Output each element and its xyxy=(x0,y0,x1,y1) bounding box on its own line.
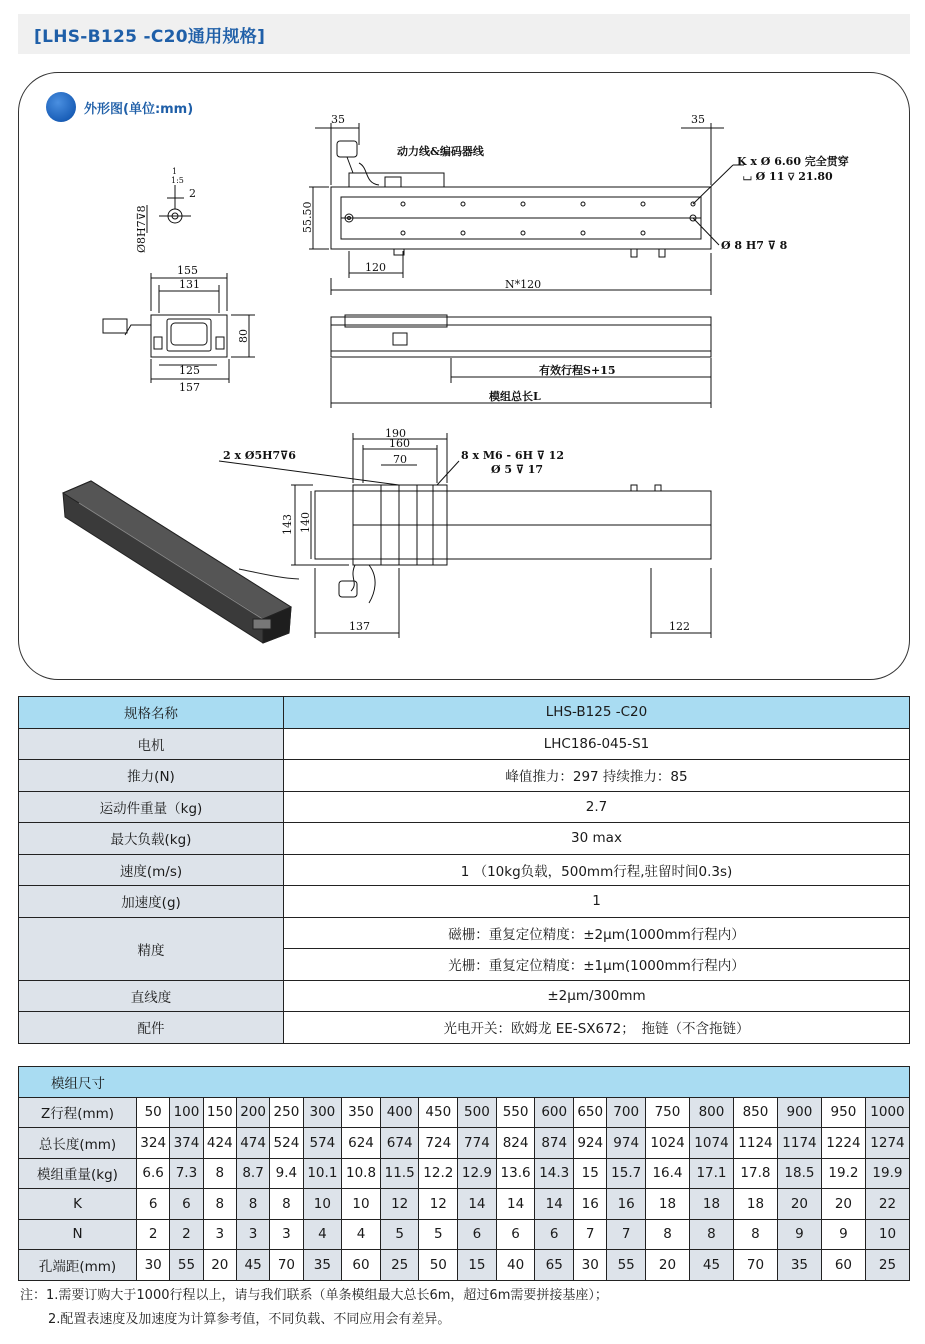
size-cell: 300 xyxy=(303,1097,342,1128)
size-cell: 35 xyxy=(303,1250,342,1281)
size-cell: 18.5 xyxy=(777,1158,821,1189)
size-cell: 45 xyxy=(236,1250,269,1281)
spec-value: 磁栅：重复定位精度：±2μm(1000mm行程内） xyxy=(284,917,910,949)
hole-k-label: K x Ø 6.60 完全贯穿 xyxy=(737,155,849,168)
size-cell: 1024 xyxy=(646,1128,690,1159)
size-cell: 50 xyxy=(137,1097,170,1128)
size-cell: 9.4 xyxy=(270,1158,303,1189)
size-cell: 574 xyxy=(303,1128,342,1159)
size-cell: 3 xyxy=(270,1219,303,1250)
title-bar xyxy=(18,14,910,54)
size-cell: 2 xyxy=(170,1219,203,1250)
spec-row-precision xyxy=(19,917,910,949)
size-cell: 25 xyxy=(380,1250,419,1281)
pin-8-label: Ø 8 H7 ⊽ 8 xyxy=(721,239,788,252)
size-cell: 30 xyxy=(574,1250,607,1281)
size-cell: 724 xyxy=(419,1128,458,1159)
size-cell: 6 xyxy=(458,1219,497,1250)
spec-value: LHC186-045-S1 xyxy=(284,728,910,760)
size-cell: 700 xyxy=(607,1097,646,1128)
dim-157: 157 xyxy=(179,381,200,394)
size-cell: 8 xyxy=(689,1219,733,1250)
size-cell: 20 xyxy=(777,1189,821,1220)
size-cell: 12.2 xyxy=(419,1158,458,1189)
spec-value: 光电开关：欧姆龙 EE-SX672； 拖链（不含拖链） xyxy=(284,1012,910,1044)
size-cell: 874 xyxy=(535,1128,574,1159)
size-cell: 324 xyxy=(137,1128,170,1159)
pin-5-label: 2 x Ø5H7⊽6 xyxy=(223,449,296,462)
size-table-row xyxy=(19,1158,910,1189)
size-cell: 19.2 xyxy=(821,1158,865,1189)
size-cell: 55 xyxy=(170,1250,203,1281)
dim-2: 2 xyxy=(189,187,196,200)
size-cell: 18 xyxy=(733,1189,777,1220)
size-table-row xyxy=(19,1219,910,1250)
dim-35-left: 35 xyxy=(331,113,345,126)
total-length-label: 模组总长L xyxy=(489,390,541,403)
size-cell: 674 xyxy=(380,1128,419,1159)
dim-160: 160 xyxy=(389,437,410,450)
size-cell: 9 xyxy=(821,1219,865,1250)
size-cell: 8 xyxy=(646,1219,690,1250)
dim-122: 122 xyxy=(669,620,690,633)
ratio-label: 1:5 xyxy=(171,176,184,185)
size-cell: 1074 xyxy=(689,1128,733,1159)
size-cell: 15 xyxy=(458,1250,497,1281)
size-cell: 524 xyxy=(270,1128,303,1159)
size-cell: 14 xyxy=(535,1189,574,1220)
size-cell: 50 xyxy=(419,1250,458,1281)
isometric-module xyxy=(63,481,299,643)
size-cell: 100 xyxy=(170,1097,203,1128)
size-cell: 10 xyxy=(865,1219,909,1250)
size-cell: 1274 xyxy=(865,1128,909,1159)
dim-55-50: 55.50 xyxy=(301,201,314,233)
size-cell: 6 xyxy=(535,1219,574,1250)
size-cell: 4 xyxy=(342,1219,381,1250)
size-cell: 65 xyxy=(535,1250,574,1281)
size-cell: 20 xyxy=(821,1189,865,1220)
size-table-header xyxy=(19,1067,910,1098)
size-cell: 400 xyxy=(380,1097,419,1128)
size-cell: 1000 xyxy=(865,1097,909,1128)
size-cell: 200 xyxy=(236,1097,269,1128)
size-cell: 70 xyxy=(733,1250,777,1281)
spec-row-force xyxy=(19,760,910,792)
spec-value: 30 max xyxy=(284,823,910,855)
spec-key: 直线度 xyxy=(19,980,284,1012)
size-cell: 7 xyxy=(574,1219,607,1250)
size-cell: 17.8 xyxy=(733,1158,777,1189)
size-cell: 924 xyxy=(574,1128,607,1159)
spec-value: 1 xyxy=(284,886,910,918)
size-cell: 18 xyxy=(646,1189,690,1220)
size-cell: 824 xyxy=(496,1128,535,1159)
dim-143: 143 xyxy=(281,514,294,535)
stroke-label: 有效行程S+15 xyxy=(539,364,616,377)
size-cell: 1124 xyxy=(733,1128,777,1159)
spec-value: ±2μm/300mm xyxy=(284,980,910,1012)
spec-row-moving-weight xyxy=(19,791,910,823)
dim-80: 80 xyxy=(237,329,250,343)
size-cell: 750 xyxy=(646,1097,690,1128)
spec-value: 1 （10kg负载，500mm行程,驻留时间0.3s) xyxy=(284,854,910,886)
size-cell: 18 xyxy=(689,1189,733,1220)
dimension-labels xyxy=(135,113,849,633)
size-cell: 4 xyxy=(303,1219,342,1250)
size-cell: 7.3 xyxy=(170,1158,203,1189)
spec-key: 速度(m/s) xyxy=(19,854,284,886)
size-cell: 5 xyxy=(380,1219,419,1250)
size-cell: 850 xyxy=(733,1097,777,1128)
ratio-one: 1 xyxy=(172,167,178,176)
size-cell: 17.1 xyxy=(689,1158,733,1189)
spec-row-motor xyxy=(19,728,910,760)
size-cell: 35 xyxy=(777,1250,821,1281)
size-row-label: Z行程(mm) xyxy=(19,1097,137,1128)
size-cell: 16 xyxy=(574,1189,607,1220)
size-cell: 8 xyxy=(236,1189,269,1220)
size-cell: 1174 xyxy=(777,1128,821,1159)
size-cell: 6 xyxy=(170,1189,203,1220)
size-cell: 13.6 xyxy=(496,1158,535,1189)
size-cell: 450 xyxy=(419,1097,458,1128)
size-cell: 8 xyxy=(270,1189,303,1220)
size-cell: 12 xyxy=(380,1189,419,1220)
size-cell: 12 xyxy=(419,1189,458,1220)
size-cell: 6.6 xyxy=(137,1158,170,1189)
counterbore-label: ⌴ Ø 11 ⊽ 21.80 xyxy=(743,170,833,183)
size-cell: 14 xyxy=(458,1189,497,1220)
size-cell: 14 xyxy=(496,1189,535,1220)
dim-190: 190 xyxy=(385,427,406,440)
size-table-row xyxy=(19,1250,910,1281)
dim-70: 70 xyxy=(393,453,407,466)
size-cell: 900 xyxy=(777,1097,821,1128)
spec-table xyxy=(18,696,910,1044)
size-cell: 6 xyxy=(137,1189,170,1220)
size-table-title: 模组尺寸 xyxy=(19,1067,910,1098)
dim-35-right: 35 xyxy=(691,113,705,126)
spec-row-straightness xyxy=(19,980,910,1012)
size-row-label: 模组重量(kg) xyxy=(19,1158,137,1189)
size-cell: 10.1 xyxy=(303,1158,342,1189)
pin-side-label: Ø8H7⊽8 xyxy=(135,205,148,253)
dia-5-label: Ø 5 ⊽ 17 xyxy=(491,463,544,476)
size-row-label: N xyxy=(19,1219,137,1250)
size-cell: 20 xyxy=(646,1250,690,1281)
spec-key: 推力(N) xyxy=(19,760,284,792)
size-cell: 774 xyxy=(458,1128,497,1159)
size-cell: 650 xyxy=(574,1097,607,1128)
dim-155: 155 xyxy=(177,264,198,277)
size-cell: 14.3 xyxy=(535,1158,574,1189)
spec-key: 规格名称 xyxy=(19,697,284,729)
size-cell: 8 xyxy=(203,1158,236,1189)
size-cell: 60 xyxy=(821,1250,865,1281)
spec-row-accessories xyxy=(19,1012,910,1044)
spec-key: 配件 xyxy=(19,1012,284,1044)
size-cell: 10 xyxy=(303,1189,342,1220)
size-cell: 950 xyxy=(821,1097,865,1128)
size-cell: 60 xyxy=(342,1250,381,1281)
size-cell: 5 xyxy=(419,1219,458,1250)
size-cell: 12.9 xyxy=(458,1158,497,1189)
size-cell: 350 xyxy=(342,1097,381,1128)
size-cell: 22 xyxy=(865,1189,909,1220)
spec-value: 峰值推力：297 持续推力：85 xyxy=(284,760,910,792)
section-header xyxy=(46,92,193,122)
size-cell: 250 xyxy=(270,1097,303,1128)
spec-key: 加速度(g) xyxy=(19,886,284,918)
size-cell: 374 xyxy=(170,1128,203,1159)
size-row-label: 总长度(mm) xyxy=(19,1128,137,1159)
technical-drawing xyxy=(19,73,910,680)
size-cell: 8.7 xyxy=(236,1158,269,1189)
size-cell: 10 xyxy=(342,1189,381,1220)
size-cell: 8 xyxy=(203,1189,236,1220)
size-table-row xyxy=(19,1097,910,1128)
spec-key: 最大负载(kg) xyxy=(19,823,284,855)
size-cell: 550 xyxy=(496,1097,535,1128)
size-cell: 500 xyxy=(458,1097,497,1128)
size-cell: 15 xyxy=(574,1158,607,1189)
size-row-label: 孔端距(mm) xyxy=(19,1250,137,1281)
size-cell: 974 xyxy=(607,1128,646,1159)
outline-drawing-panel xyxy=(18,72,910,680)
spec-row-max-load xyxy=(19,823,910,855)
size-cell: 16 xyxy=(607,1189,646,1220)
size-cell: 11.5 xyxy=(380,1158,419,1189)
size-cell: 3 xyxy=(203,1219,236,1250)
dim-137: 137 xyxy=(349,620,370,633)
spec-key: 精度 xyxy=(19,917,284,980)
dim-131: 131 xyxy=(179,278,200,291)
dim-125: 125 xyxy=(179,364,200,377)
spec-value: LHS-B125 -C20 xyxy=(284,697,910,729)
size-cell: 800 xyxy=(689,1097,733,1128)
size-cell: 19.9 xyxy=(865,1158,909,1189)
size-table-row xyxy=(19,1189,910,1220)
size-cell: 624 xyxy=(342,1128,381,1159)
size-cell: 9 xyxy=(777,1219,821,1250)
section-label: 外形图(单位:mm) xyxy=(84,101,194,117)
size-cell: 474 xyxy=(236,1128,269,1159)
spec-row-speed xyxy=(19,854,910,886)
spec-value: 光栅：重复定位精度：±1μm(1000mm行程内） xyxy=(284,949,910,981)
spec-key: 电机 xyxy=(19,728,284,760)
cable-label: 动力线&编码器线 xyxy=(397,145,484,158)
size-cell: 40 xyxy=(496,1250,535,1281)
size-row-label: K xyxy=(19,1189,137,1220)
size-table xyxy=(18,1066,910,1281)
bullet-icon xyxy=(46,92,76,122)
size-cell: 2 xyxy=(137,1219,170,1250)
note-1: 注：1.需要订购大于1000行程以上，请与我们联系（单条模组最大总长6m，超过6m需要拼接基座）； xyxy=(20,1288,608,1303)
spec-row-name xyxy=(19,697,910,729)
spec-row-acceleration xyxy=(19,886,910,918)
dim-140: 140 xyxy=(299,512,312,533)
size-table-row xyxy=(19,1128,910,1159)
note-2: 2.配置表速度及加速度为计算参考值，不同负载、不同应用会有差异。 xyxy=(48,1312,451,1327)
spec-key: 运动件重量（kg) xyxy=(19,791,284,823)
notes xyxy=(20,1284,608,1332)
size-cell: 3 xyxy=(236,1219,269,1250)
size-cell: 30 xyxy=(137,1250,170,1281)
size-cell: 45 xyxy=(689,1250,733,1281)
size-cell: 25 xyxy=(865,1250,909,1281)
size-cell: 424 xyxy=(203,1128,236,1159)
size-cell: 15.7 xyxy=(607,1158,646,1189)
size-cell: 7 xyxy=(607,1219,646,1250)
size-cell: 10.8 xyxy=(342,1158,381,1189)
size-cell: 70 xyxy=(270,1250,303,1281)
size-cell: 55 xyxy=(607,1250,646,1281)
size-cell: 150 xyxy=(203,1097,236,1128)
size-cell: 8 xyxy=(733,1219,777,1250)
size-cell: 16.4 xyxy=(646,1158,690,1189)
dim-120: 120 xyxy=(365,261,386,274)
dim-n120: N*120 xyxy=(505,278,542,291)
size-cell: 600 xyxy=(535,1097,574,1128)
size-cell: 6 xyxy=(496,1219,535,1250)
size-cell: 20 xyxy=(203,1250,236,1281)
m6-label: 8 x M6 - 6H ⊽ 12 xyxy=(461,449,564,462)
size-cell: 1224 xyxy=(821,1128,865,1159)
spec-value: 2.7 xyxy=(284,791,910,823)
page-title: [LHS-B125 -C20通用规格] xyxy=(34,27,266,47)
